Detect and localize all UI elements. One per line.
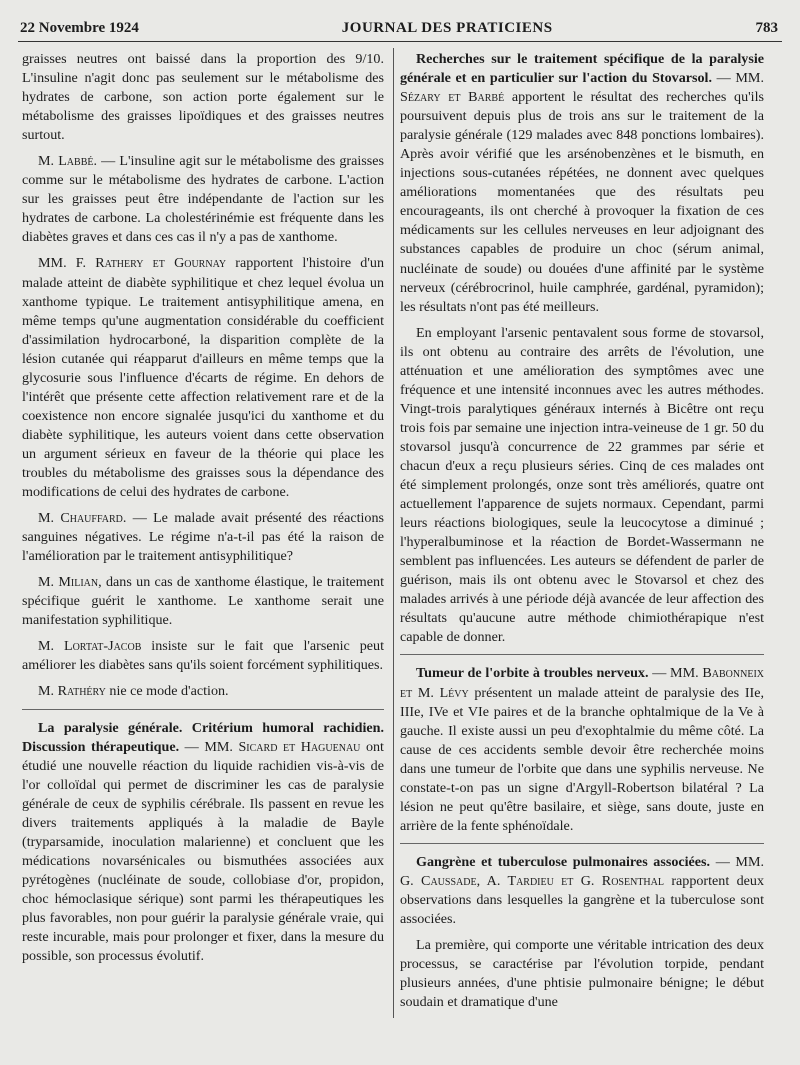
author-names: G. Caussade, A. Tardieu et G. Rosenthal bbox=[400, 872, 664, 889]
section-paragraph: Recherches sur le traitement spécifique de la paralysie générale et en particulier sur l'action du Stovarsol. — MM. Sézary et Barbé apportent le résultat des recherches qu'ils poursuivent depuis plus de trois ans sur le traitement de la paralysie générale (129 malades avec 848 ponctions lombaires). Après avoir vérifié que les arsénobenzènes et le bismuth, en injections sous-cutanées répétées, ne donnent avec quelques améliorations momentanées que des résultats peu encourageants, ils ont cherché à provoquer la fixation de ces médicaments sur les cellules nerveuses en leur adjoignant des substances capables de produire un choc (sérum animal, nucléinate de soude) ou douées d'une affinité par le système nerveux (cérébrocrinol, huile camphrée, gardénal, pyramidon); les résultats n'ont pas été meilleurs. bbox=[400, 51, 765, 315]
section-title: Tumeur de l'orbite à troubles nerveux. bbox=[416, 665, 649, 682]
section-title: Recherches sur le traitement spécifique de la paralysie générale et en particulier sur l'action du Stovarsol. bbox=[400, 51, 764, 87]
author-names: Babonneix et M. Lévy bbox=[400, 665, 764, 701]
page-header bbox=[20, 20, 778, 42]
speaker-name: M. Rathéry bbox=[38, 683, 106, 700]
header-rule bbox=[18, 41, 782, 42]
header-page-number: 783 bbox=[755, 20, 778, 36]
section-paragraph: La paralysie générale. Critérium humoral rachidien. Discussion thérapeutique. — MM. Sicard et Haguenau ont étudié une nouvelle réaction du liquide rachidien vis-à-vis de l'or colloïdal qui permet de discriminer les cas de paralysie générale de ceux de syphilis cérébrale. Ils passent en revue les divers traitements appliqués à la maladie de Bayle (tryparsamide, inoculation malarienne) et concluent que les médications novarsénicales ou bismuthées associées aux pyrétogènes (nucléinate de soude, collobiase d'or, propidon, choc hémoclasique sérique) sont parmi les thérapeutiques les plus favorables, non pour guérir la paralysie générale vraie, qui reste incurable, mais pour prolonger et fixer, dans la mesure du possible, son processus évolutif. bbox=[22, 719, 384, 965]
paragraph: graisses neutres ont baissé dans la proportion des 9/10. L'insuline n'agit donc pas seulement sur le métabolisme des hydrates de carbone, son action porte également sur le métabolisme des graisses lipoïdiques et des graisses neutres surtout. bbox=[22, 51, 384, 144]
paragraph: La première, qui comporte une véritable intrication des deux processus, se caractérise par l'évolution torpide, pendant plusieurs années, d'une phtisie pulmonaire bénigne; le début soudain et dramatique d'une bbox=[400, 937, 764, 1011]
speaker-name: M. Labbé. bbox=[38, 153, 98, 170]
section-paragraph: Gangrène et tuberculose pulmonaires associées. — MM. G. Caussade, A. Tardieu et G. Rosenthal rapportent deux observations dans lesquelles la gangrène et la tuberculose sont associées. bbox=[400, 853, 764, 928]
speaker-name: MM. F. Rathery et Gournay bbox=[38, 255, 227, 272]
section-divider bbox=[22, 709, 384, 710]
header-journal-title: JOURNAL DES PRATICIENS bbox=[341, 20, 553, 36]
speaker-name: M. Lortat-Jacob bbox=[38, 638, 142, 655]
paragraph: M. Lortat-Jacob insiste sur le fait que l'arsenic peut améliorer les diabètes sans qu'ils soient forcément syphilitiques. bbox=[22, 638, 384, 674]
section-divider bbox=[400, 843, 764, 844]
section-title: La paralysie générale. Critérium humoral rachidien. Discussion thérapeutique. bbox=[22, 719, 384, 755]
right-column bbox=[400, 50, 764, 1019]
column-rule bbox=[393, 48, 394, 1018]
speaker-name: M. Milian, bbox=[38, 574, 102, 591]
section-divider bbox=[400, 654, 764, 655]
header-date: 22 Novembre 1924 bbox=[20, 20, 139, 36]
section-paragraph: Tumeur de l'orbite à troubles nerveux. — MM. Babonneix et M. Lévy présentent un malade atteint de paralysie des IIe, IIIe, IVe et VIe paires et de la branche ophtalmique de la Ve à gauche. Il existe aussi un peu d'exophtalmie du même côté. La cause de ces accidents semble devoir être recherchée moins dans une tumeur de l'orbite que dans une syphilis nerveuse. Ne constate-t-on pas un signe d'Argyll-Robertson bilatéral ? La lésion ne peut qu'être basilaire, et siège, sans doute, juste en arrière de la fente sphénoïdale. bbox=[400, 665, 764, 834]
paragraph: M. Milian, dans un cas de xanthome élastique, le traitement spécifique guérit le xanthome. Le xanthome serait une manifestation syphilitique. bbox=[22, 574, 384, 629]
author-names: Sicard et Haguenau bbox=[238, 738, 361, 755]
speaker-name: M. Chauffard. bbox=[38, 510, 127, 527]
paragraph: En employant l'arsenic pentavalent sous forme de stovarsol, ils ont obtenu au contraire des arrêts de l'évolution, une atténuation et une amélioration des symptômes avec une fréquence et une intensité inconnues avec les autres méthodes. Vingt-trois paralytiques généraux internés à Bicêtre ont reçu trois fois par semaine une injection intra-veineuse de 1 gr. 50 du stovarsol jusqu'à concurrence de 22 grammes par série et chacun d'eux a reçu plusieurs séries. Cinq de ces malades ont été simplement prolongés, onze sont très améliorés, quatre ont actuellement l'apparence de sujets normaux. Cependant, parmi leurs réactions biologiques, seule la leucocytose a diminué ; l'hyperalbuminose et la réaction de Bordet-Wassermann ne semblent pas influencées. Les auteurs se défendent de parler de guérison, mais ils ont obtenu avec le Stovarsol et chez des malades arrivés à une période déjà avancée de leur affection des résultats qu'aucune autre méthode chimiothérapique n'est capable de donner. bbox=[400, 324, 764, 646]
section-title: Gangrène et tuberculose pulmonaires associées. bbox=[416, 853, 711, 870]
paragraph: MM. F. Rathery et Gournay rapportent l'histoire d'un malade atteint de diabète syphilitique et chez lequel évolua un xanthome typique. Le traitement antisyphilitique amena, en même temps qu'une augmentation considérable du coefficient d'assimilation hydrocarboné, la disparition complète de la lésion cutanée qui réapparut d'ailleurs en même temps que la glycosurie sous l'influence d'écarts de régime. En dehors de l'intérêt que présente cette affection relativement rare et de la coexistence non encore signalée jusqu'ici du xanthome et du diabète syphilitique, les auteurs voient dans cette observation un argument sérieux en faveur de la théorie qui place les troubles du métabolisme des graisses sous la dépendance des modifications de celui des hydrates de carbone. bbox=[22, 255, 384, 501]
paragraph: M. Chauffard. — Le malade avait présenté des réactions sanguines négatives. Le régime n'a-t-il pas été la raison de l'amélioration par le traitement antisyphilitique? bbox=[22, 510, 384, 565]
paragraph: M. Labbé. — L'insuline agit sur le métabolisme des graisses comme sur le métabolisme des hydrates de carbone. L'action sur les graisses peut être indépendante de l'action sur les hydrates de carbone. La cholestérinémie est fréquente dans les diabètes graves et dans ces cas il n'y a pas de xanthome. bbox=[22, 153, 385, 246]
author-names: Sézary et Barbé bbox=[400, 89, 505, 106]
paragraph: M. Rathéry nie ce mode d'action. bbox=[38, 683, 229, 700]
left-column bbox=[22, 50, 384, 973]
